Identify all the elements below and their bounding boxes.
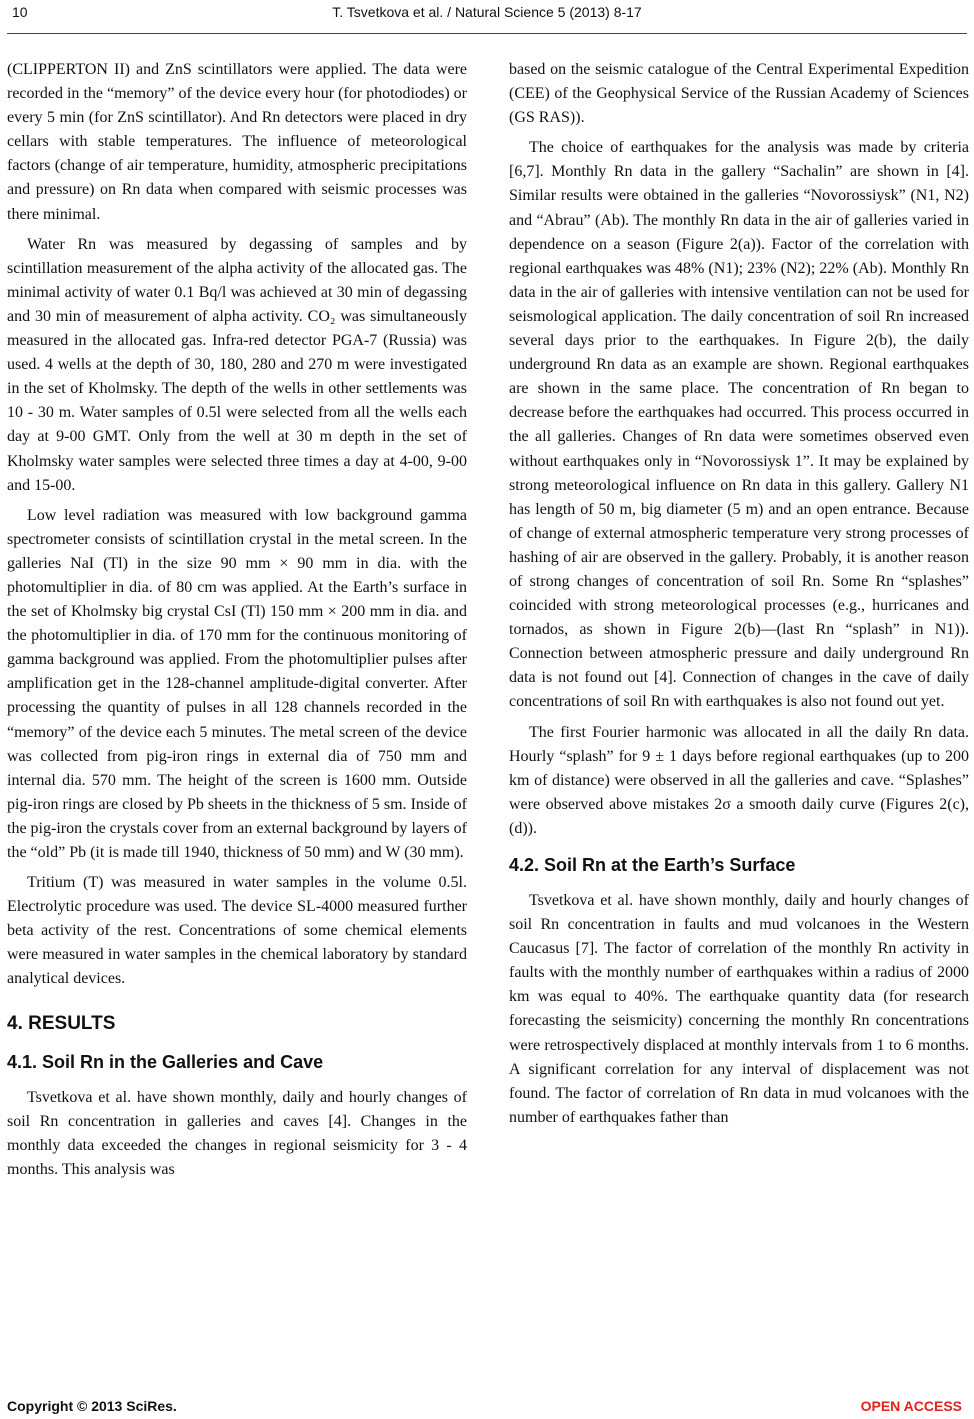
page-number: 10 xyxy=(12,4,28,20)
paragraph: The first Fourier harmonic was allocated in all the daily Rn data. Hourly “splash” for 9 ± 1 days before regional earthquakes (up to 200 km of distance) were observed in all the galleries and cave. “Splashes” were observed above mistakes 2σ a smooth daily curve (Figures 2(c), (d)). xyxy=(509,723,969,837)
paragraph: Water Rn was measured by degassing of samples and by scintillation measurement of the alpha activity of the allocated gas. The minimal activity of water 0.1 Bq/l was achieved at 30 min of degassing and 30 min of measurement of alpha activity. CO₂ was simultaneously measured in the allocated gas. Infra-red detector PGA-7 (Russia) was used. 4 wells at the depth of 30, 180, 280 and 270 m were investigated in the set of Kholmsky. The depth of the wells in other settlements was 10 - 30 m. Water samples of 0.5l were selected from all the wells each day at 9-00 GMT. Only from the well at 30 m depth in the set of Kholmsky water samples were selected three times a day at 4-00, 9-00 and 15-00. xyxy=(7,235,467,494)
paragraph: The choice of earthquakes for the analysis was made by criteria [6,7]. Monthly Rn data in the gallery “Sachalin” are shown in [4]. Similar results were obtained in the galleries “Novorossiysk” (N1, N2) and “Abrau” (Ab). The monthly Rn data in the air of galleries varied in dependence on a season (Figure 2(a)). Factor of the correlation with regional earthquakes was 48% (N1); 23% (N2); 22% (Ab). Monthly Rn data in the air of galleries with intensive ventilation can not be used for seismological application. The daily concentration of soil Rn increased several days prior to the earthquakes. In Figure 2(b), the daily underground Rn data as an example are shown. Regional earthquakes are shown in the same place. The concentration of Rn began to decrease before the earthquakes had occurred. This process occurred in the all galleries. Changes of Rn data were sometimes observed even without earthquakes only in “Novorossiysk 1”. It may be explained by strong meteorological influence on Rn data in this gallery. Gallery N1 has length of 50 m, big diameter (5 m) and an open entrance. Because of change of external atmospheric temperature very strong processes of hashing of air are observed in the gallery. Probably, it is another reason of strong changes of concentration of soil Rn. Some Rn “splashes” coincided with strong meteorological processes (e.g., hurricanes and tornados, as shown in Figure 2(b)—(last Rn “splash” in N1)). Connection between atmospheric pressure and daily underground Rn data is not found out [4]. Connection of changes in the cave of daily concentrations of soil Rn with earthquakes is also not found out yet. xyxy=(509,139,969,711)
left-column xyxy=(7,58,467,1188)
section-heading-results: 4. RESULTS xyxy=(7,1012,116,1034)
open-access-label: OPEN ACCESS xyxy=(860,1398,962,1414)
paragraph: based on the seismic catalogue of the Central Experimental Expedition (CEE) of the Geophysical Service of the Russian Academy of Sciences (GS RAS)). xyxy=(509,61,969,127)
copyright-notice: Copyright © 2013 SciRes. xyxy=(7,1398,177,1414)
paragraph: Low level radiation was measured with low background gamma spectrometer consists of scintillation crystal in the metal screen. In the galleries NaI (Tl) in the size 90 mm × 90 mm in dia. with the photomultiplier in dia. of 80 cm was applied. At the Earth’s surface in the set of Kholmsky big crystal CsI (Tl) 150 mm × 200 mm in dia. and the photomultiplier in dia. of 170 mm for the continuous monitoring of gamma background was applied. From the photomultiplier pulses after amplification get in the 128-channel amplitude-digital converter. After processing the quantity of pulses in all 128 channels recorded in the “memory” of the device each 5 minutes. The metal screen of the device was collected from pig-iron rings in external dia of 750 mm and internal dia. 570 mm. The height of the screen is 1600 mm. Outside pig-iron rings are closed by Pb sheets in the thickness of 5 sm. Inside of the pig-iron the crystals cover from an external background by layers of the “old” Pb (it is made till 1940, thickness of 50 mm) and W (30 mm). xyxy=(7,506,467,861)
subsection-heading-4-1: 4.1. Soil Rn in the Galleries and Cave xyxy=(7,1051,324,1072)
subsection-heading-4-2: 4.2. Soil Rn at the Earth’s Surface xyxy=(509,855,796,875)
running-header: T. Tsvetkova et al. / Natural Science 5 (2013) 8-17 xyxy=(332,4,642,20)
paragraph: Tsvetkova et al. have shown monthly, daily and hourly changes of soil Rn concentration in galleries and caves [4]. Changes in the monthly data exceeded the changes in regional seismicity for 3 - 4 months. This analysis was xyxy=(7,1088,467,1178)
paragraph: Tritium (T) was measured in water samples in the volume 0.5l. Electrolytic procedure was used. The device SL-4000 measured further beta activity of the rest. Concentrations of some chemical elements were measured in water samples in the chemical laboratory by standard analytical devices. xyxy=(7,874,467,988)
paragraph: Tsvetkova et al. have shown monthly, daily and hourly changes of soil Rn concentration in faults and mud volcanoes in the Western Caucasus [7]. The factor of correlation of the monthly Rn activity in faults with the monthly number of earthquakes within a radius of 2000 km was equal to 40%. The earthquake quantity data (for research forecasting the seismicity) concerning the monthly Rn concentrations were retrospectively displaced at monthly intervals from 1 to 6 months. A significant correlation for any interval of displacement was not found. The factor of correlation of Rn data in mud volcanoes with the number of earthquakes father than xyxy=(509,892,969,1126)
right-column xyxy=(509,58,969,1136)
header-divider xyxy=(7,33,967,34)
paragraph: (CLIPPERTON II) and ZnS scintillators were applied. The data were recorded in the “memory” of the device every hour (for photodiodes) or every 5 min (for ZnS scintillator). And Rn detectors were placed in dry cellars with stable temperatures. The influence of meteorological factors (change of air temperature, humidity, atmospheric precipitations and pressure) on Rn data when compared with seismic processes was there minimal. xyxy=(7,61,467,223)
